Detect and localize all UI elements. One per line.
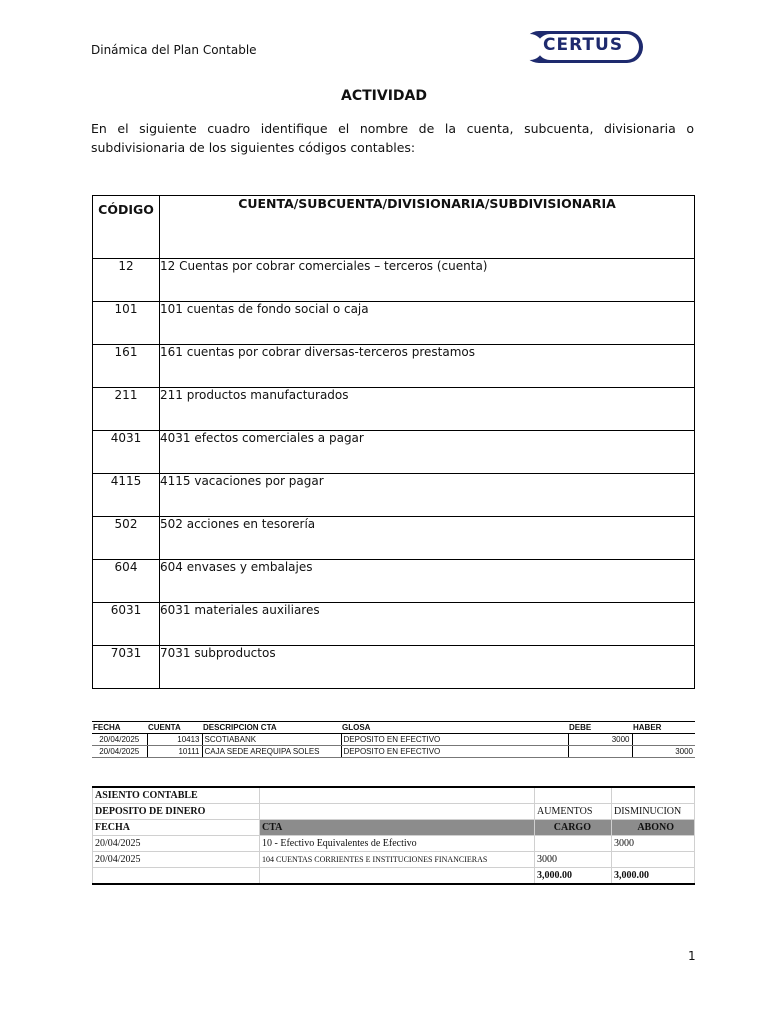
- ledger-descripcion: SCOTIABANK: [202, 734, 341, 746]
- asiento-header-row: [93, 820, 695, 836]
- table-row: [93, 259, 695, 302]
- ledger-debe: [568, 746, 632, 758]
- table-row: [92, 734, 695, 746]
- ledger-haber: [632, 734, 695, 746]
- table-row: [93, 474, 695, 517]
- account-code: 4115: [93, 474, 160, 517]
- certus-logo: [523, 31, 643, 63]
- table-row: [93, 836, 695, 852]
- asiento-cta: 104 CUENTAS CORRIENTES E INSTITUCIONES FINANCIERAS: [260, 852, 535, 868]
- asiento-cargo-label: CARGO: [535, 820, 612, 836]
- ledger-header-descripcion: DESCRIPCION CTA: [202, 722, 341, 734]
- asiento-subtitle-row: [93, 804, 695, 820]
- asiento-total-abono: 3,000.00: [612, 868, 695, 885]
- account-name: 604 envases y embalajes: [160, 560, 695, 603]
- asiento-totals-row: [93, 868, 695, 885]
- asiento-disminucion-label: DISMINUCION: [612, 804, 695, 820]
- ledger-fecha: 20/04/2025: [92, 734, 147, 746]
- table-row: [93, 646, 695, 689]
- table-row: [93, 431, 695, 474]
- table-row: [93, 302, 695, 345]
- account-name: 6031 materiales auxiliares: [160, 603, 695, 646]
- account-name: 211 productos manufacturados: [160, 388, 695, 431]
- account-code: 7031: [93, 646, 160, 689]
- account-code: 4031: [93, 431, 160, 474]
- accounts-table: [92, 195, 695, 689]
- ledger-header-glosa: GLOSA: [341, 722, 568, 734]
- ledger-fecha: 20/04/2025: [92, 746, 147, 758]
- account-name: 4115 vacaciones por pagar: [160, 474, 695, 517]
- ledger-header-haber: HABER: [632, 722, 695, 734]
- asiento-abono: [612, 852, 695, 868]
- table-row: [93, 517, 695, 560]
- asiento-title: ASIENTO CONTABLE: [93, 787, 260, 804]
- ledger-glosa: DEPOSITO EN EFECTIVO: [341, 734, 568, 746]
- asiento-subtitle: DEPOSITO DE DINERO: [93, 804, 260, 820]
- account-name: 161 cuentas por cobrar diversas-terceros prestamos: [160, 345, 695, 388]
- asiento-cargo: 3000: [535, 852, 612, 868]
- document-header-title: Dinámica del Plan Contable: [91, 43, 257, 57]
- asiento-contable-table: [92, 786, 695, 885]
- ledger-cuenta: 10111: [147, 746, 202, 758]
- asiento-aumentos-label: AUMENTOS: [535, 804, 612, 820]
- account-name: 12 Cuentas por cobrar comerciales – terceros (cuenta): [160, 259, 695, 302]
- account-name: 101 cuentas de fondo social o caja: [160, 302, 695, 345]
- asiento-cta: 10 - Efectivo Equivalentes de Efectivo: [260, 836, 535, 852]
- activity-title: ACTIVIDAD: [341, 88, 427, 104]
- page-number: 1: [688, 949, 696, 963]
- table-row: [93, 852, 695, 868]
- asiento-cargo: [535, 836, 612, 852]
- asiento-cta-label: CTA: [260, 820, 535, 836]
- ledger-haber: 3000: [632, 746, 695, 758]
- ledger-header-debe: DEBE: [568, 722, 632, 734]
- asiento-total-cargo: 3,000.00: [535, 868, 612, 885]
- asiento-fecha: 20/04/2025: [93, 836, 260, 852]
- account-code: 604: [93, 560, 160, 603]
- header-code: CÓDIGO: [93, 196, 160, 259]
- ledger-header-row: [92, 722, 695, 734]
- logo-text: CERTUS: [543, 35, 624, 55]
- account-name: 502 acciones en tesorería: [160, 517, 695, 560]
- account-code: 101: [93, 302, 160, 345]
- table-row: [93, 603, 695, 646]
- table-row: [93, 345, 695, 388]
- account-code: 502: [93, 517, 160, 560]
- ledger-header-cuenta: CUENTA: [147, 722, 202, 734]
- accounts-table-header-row: [93, 196, 695, 259]
- table-row: [92, 746, 695, 758]
- account-code: 211: [93, 388, 160, 431]
- ledger-table: [92, 721, 695, 758]
- ledger-glosa: DEPOSITO EN EFECTIVO: [341, 746, 568, 758]
- table-row: [93, 388, 695, 431]
- ledger-header-fecha: FECHA: [92, 722, 147, 734]
- asiento-abono: 3000: [612, 836, 695, 852]
- account-name: 7031 subproductos: [160, 646, 695, 689]
- account-code: 161: [93, 345, 160, 388]
- asiento-fecha: 20/04/2025: [93, 852, 260, 868]
- account-code: 12: [93, 259, 160, 302]
- asiento-title-row: [93, 787, 695, 804]
- table-row: [93, 560, 695, 603]
- asiento-fecha-label: FECHA: [93, 820, 260, 836]
- asiento-abono-label: ABONO: [612, 820, 695, 836]
- account-name: 4031 efectos comerciales a pagar: [160, 431, 695, 474]
- ledger-debe: 3000: [568, 734, 632, 746]
- ledger-descripcion: CAJA SEDE AREQUIPA SOLES: [202, 746, 341, 758]
- account-code: 6031: [93, 603, 160, 646]
- header-account-name: CUENTA/SUBCUENTA/DIVISIONARIA/SUBDIVISIONARIA: [160, 196, 695, 259]
- activity-instruction: En el siguiente cuadro identifique el nombre de la cuenta, subcuenta, divisionaria o subdivisionaria de los siguientes códigos contables:: [91, 121, 694, 155]
- ledger-cuenta: 10413: [147, 734, 202, 746]
